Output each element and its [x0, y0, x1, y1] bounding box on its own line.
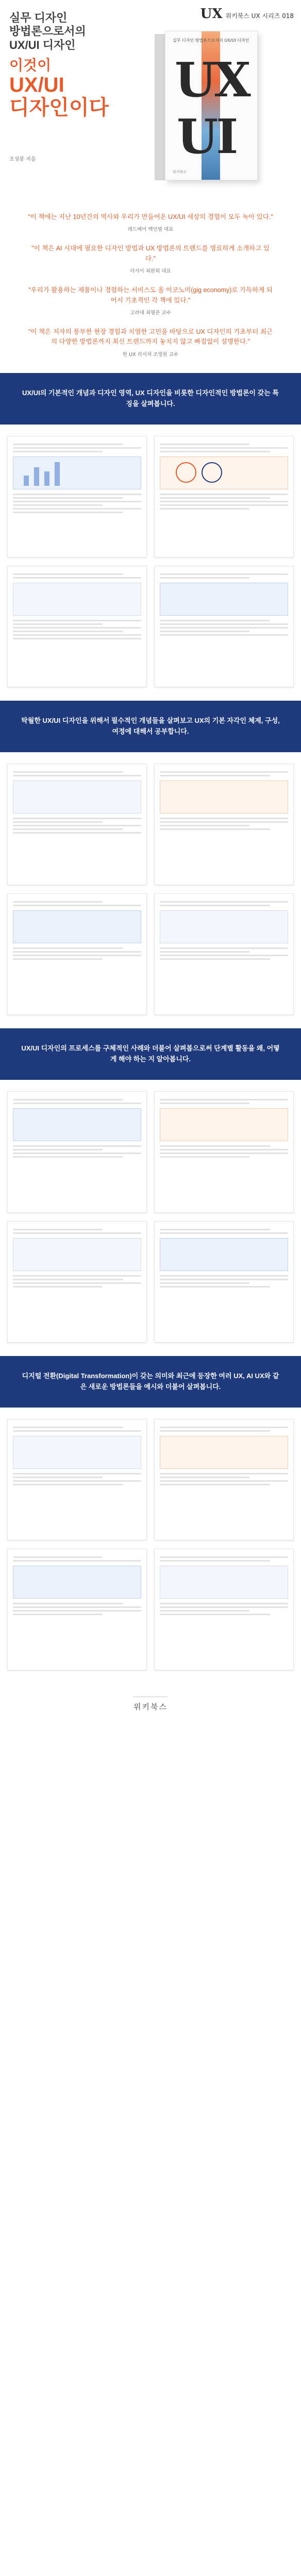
sample-figure	[160, 1238, 288, 1271]
publisher-logo: 위키북스	[133, 1697, 168, 1712]
endorsement-author: 더사이 최완희 대표	[130, 268, 171, 275]
endorsement-text: "이 책은 저자의 풍부한 현장 경험과 치열한 고민을 바탕으로 UX 디자인의 기초부터 최근의 다양한 방법론까지 최신 트렌드까지 놓치지 않고 빠짐없이 설명한다."	[28, 328, 273, 346]
sample-figure	[160, 781, 288, 814]
title-line-3: 디자인이다	[9, 96, 109, 120]
sample-pages-3	[0, 1080, 301, 1356]
sample-figure	[13, 1566, 141, 1599]
sample-figure	[160, 1436, 288, 1469]
endorsement	[27, 327, 274, 358]
sample-page	[154, 1419, 294, 1540]
book-spine	[155, 34, 166, 180]
banner-text: 디지털 전환(Digital Transformation)이 갖는 의미와 최근에 등장한 여러 UX, AI UX와 같은 새로운 방법론들을 예시와 더불어 살펴봅니다.	[22, 1372, 279, 1391]
sample-figure	[160, 583, 288, 616]
lead-line-2: 방법론으로서의	[9, 25, 86, 38]
cover-big-ux: UX	[175, 52, 249, 108]
endorsement-author: 고려대 최형준 교수	[130, 310, 171, 316]
cover-title: 실무 디자인 방법론으로서의 UX/UI 디자인	[173, 38, 249, 43]
title-line-1: 이것이	[9, 57, 52, 74]
endorsement-text: "이 책에는 지난 10년간의 역사와 우리가 만들어온 UX/UI 세상의 경험이 모두 녹아 있다."	[28, 213, 273, 221]
sample-figure	[13, 781, 141, 814]
sample-figure	[13, 1238, 141, 1271]
section-banner-1	[0, 373, 301, 425]
lead-line-3: UX/UI 디자인	[9, 38, 76, 52]
sample-figure	[13, 910, 141, 943]
book-front	[165, 31, 258, 180]
series-name: 위키북스 UX 시리즈 018	[225, 12, 294, 20]
sample-figure	[160, 1566, 288, 1599]
sample-figure	[13, 1108, 141, 1141]
series-mark: UX	[200, 6, 223, 22]
cover-publisher: 위키북스	[173, 170, 187, 174]
sample-page	[7, 1091, 147, 1213]
lead-line-1: 실무 디자인	[9, 11, 68, 24]
sample-page	[154, 436, 294, 557]
sample-figure	[13, 1436, 141, 1469]
endorsement	[27, 212, 274, 232]
endorsement	[27, 285, 274, 316]
sample-page	[7, 566, 147, 687]
sample-figure	[160, 910, 288, 943]
sample-figure	[13, 456, 141, 489]
sample-pages-1	[0, 425, 301, 701]
sample-page	[154, 893, 294, 1015]
section-banner-4	[0, 1356, 301, 1408]
sample-figure	[160, 1108, 288, 1141]
book-cover-image	[155, 31, 258, 180]
sample-page	[154, 1549, 294, 1670]
banner-text: 탁월한 UX/UI 디자인을 위해서 필수적인 개념들을 살펴보고 UX의 기본 자각인 체제, 구성, 여정에 대해서 공부합니다.	[21, 717, 280, 735]
sample-figure	[13, 583, 141, 616]
footer	[0, 1684, 301, 1725]
sample-page	[7, 764, 147, 885]
banner-text: UX/UI 디자인의 프로세스를 구체적인 사례와 더불어 살펴봅으로써 단계별 활동을 왜, 어떻게 해야 하는 지 알아봅니다.	[21, 1044, 280, 1063]
section-banner-2	[0, 701, 301, 752]
endorsement	[27, 244, 274, 274]
sample-page	[154, 1091, 294, 1213]
series-badge	[200, 6, 294, 22]
author: 조성봉 지음	[9, 157, 36, 162]
sample-page	[154, 566, 294, 687]
endorsements	[0, 196, 301, 373]
banner-text: UX/UI의 기본적인 개념과 디자인 영역, UX 디자인을 비롯한 디자인적인 방법론이 갖는 특징을 살펴봅니다.	[22, 389, 279, 408]
hero-section	[0, 0, 301, 196]
sample-pages-2	[0, 752, 301, 1028]
endorsement-text: "우리가 활용하는 제품이나 경험하는 서비스도 올 이코노미(gig economy)로 가득하게 되어서 기초적인 각 책에 있다."	[28, 286, 273, 304]
hero-title-block	[9, 11, 138, 119]
endorsement-text: "이 책은 AI 시대에 필요한 디자인 방법과 UX 방법론의 트렌드를 명료하게 소개하고 있다."	[31, 245, 270, 262]
sample-page	[154, 1221, 294, 1343]
endorsement-author: 레드베어 백인범 대표	[127, 227, 174, 233]
sample-page	[7, 1419, 147, 1540]
sample-page	[7, 1221, 147, 1343]
sample-figure	[160, 456, 288, 489]
sample-page	[7, 893, 147, 1015]
sample-page	[7, 436, 147, 557]
endorsement-author: 한 UX 리서처 조영원 교수	[122, 351, 179, 358]
section-banner-3	[0, 1028, 301, 1080]
sample-page	[154, 764, 294, 885]
cover-big-ui: UI	[177, 109, 237, 164]
title-line-2: UX/UI	[9, 74, 64, 97]
sample-page	[7, 1549, 147, 1670]
sample-pages-4	[0, 1408, 301, 1684]
